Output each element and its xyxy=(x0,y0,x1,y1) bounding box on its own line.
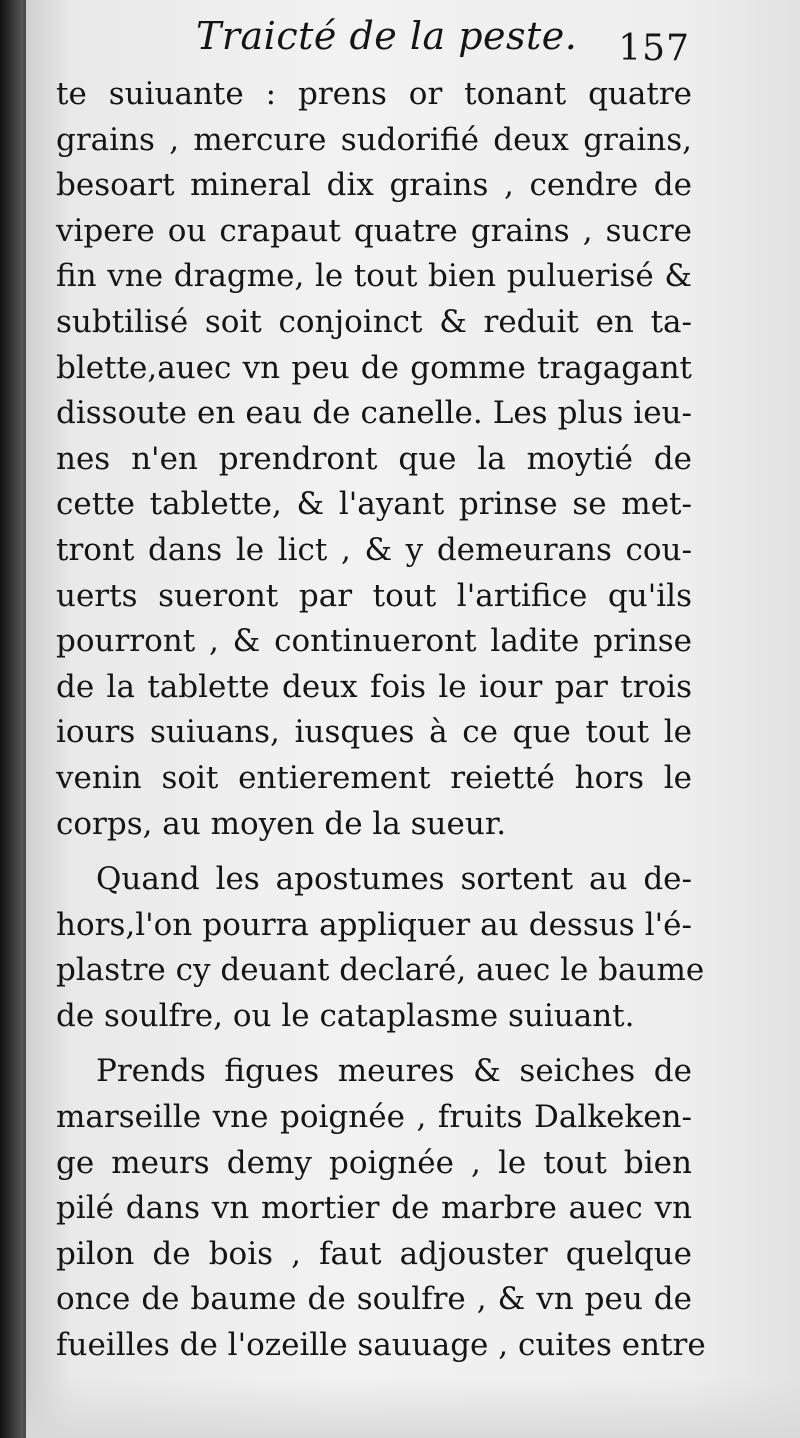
text-line: dissoute en eau de canelle. Les plus ieu- xyxy=(56,395,692,432)
text-line: tront dans le lict , & y demeurans cou- xyxy=(56,531,692,568)
text-line: besoart mineral dix grains , cendre de xyxy=(56,167,692,204)
paragraph xyxy=(56,72,692,847)
page-bottom-edge xyxy=(26,1378,800,1438)
text-line: pilon de bois , faut adjouster quelque xyxy=(56,1235,692,1272)
text-line: ge meurs demy poignée , le tout bien xyxy=(56,1144,692,1181)
body-text xyxy=(56,72,706,1369)
text-line: de soulfre, ou le cataplasme suiuant. xyxy=(56,997,635,1034)
text-line: hors,l'on pourra appliquer au dessus l'é- xyxy=(56,906,692,943)
paragraph xyxy=(56,857,705,1039)
page-header xyxy=(0,10,800,72)
text-line: te suiuante : prens or tonant quatre xyxy=(56,76,692,112)
running-title: Traicté de la peste. xyxy=(196,14,578,58)
paragraph-gap xyxy=(56,1039,692,1049)
text-line: plastre cy deuant declaré, auec le baume xyxy=(56,952,705,989)
text-line: iours suiuans, iusques à ce que tout le xyxy=(56,714,692,751)
text-line: cette tablette, & l'ayant prinse se met- xyxy=(56,486,692,523)
text-line: nes n'en prendront que la moytié de xyxy=(56,440,692,477)
text-line: venin soit entierement reietté hors le xyxy=(56,759,692,796)
paragraph xyxy=(56,1049,706,1368)
page-number: 157 xyxy=(618,28,690,69)
text-line: fueilles de l'ozeille sauuage , cuites entre xyxy=(56,1327,706,1364)
text-line: vipere ou crapaut quatre grains , sucre xyxy=(56,212,692,249)
text-line: uerts sueront par tout l'artifice qu'ils xyxy=(56,577,692,614)
text-line: pilé dans vn mortier de marbre auec vn xyxy=(56,1190,692,1227)
text-line: Prends figues meures & seiches de xyxy=(96,1053,692,1090)
text-line: once de baume de soulfre , & vn peu de xyxy=(56,1281,692,1318)
text-line: pourront , & continueront ladite prinse xyxy=(56,623,692,660)
text-line: Quand les apostumes sortent au de- xyxy=(96,861,692,898)
text-line: grains , mercure sudorifié deux grains, xyxy=(56,121,692,158)
text-line: subtilisé soit conjoinct & reduit en ta- xyxy=(56,303,692,340)
text-line: fin vne dragme, le tout bien puluerisé & xyxy=(56,258,692,295)
text-line: blette,auec vn peu de gomme tragagant xyxy=(56,349,692,386)
paragraph-gap xyxy=(56,847,692,857)
text-line: corps, au moyen de la sueur. xyxy=(56,805,507,842)
text-line: de la tablette deux fois le iour par trois xyxy=(56,668,692,705)
text-line: marseille vne poignée , fruits Dalkeken- xyxy=(56,1099,692,1136)
